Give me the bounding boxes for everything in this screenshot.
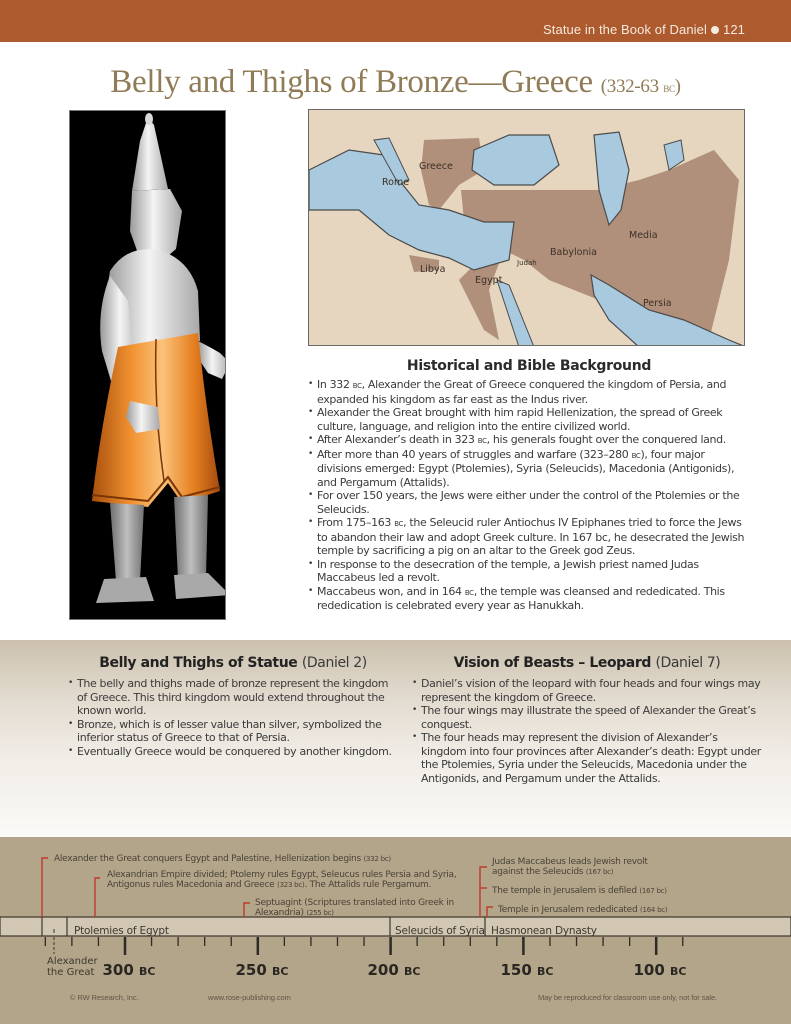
alexander-the-great-label: Alexander the Great <box>47 956 98 978</box>
map-label-media: Media <box>629 230 658 241</box>
timeline-event: Septuagint (Scriptures translated into Greek in Alexandria) (255 bc) <box>255 898 454 918</box>
tick-label: 250 BC <box>235 961 289 979</box>
tick-label: 200 BC <box>367 961 421 979</box>
section-title: Statue in the Book of Daniel <box>543 22 707 37</box>
page-number: 121 <box>723 22 745 37</box>
page-title <box>0 64 791 101</box>
list-item: • The four heads may represent the division of Alexander’s kingdom into four provinces after Alexander’s death: Egypt under the Ptolemies, Syria under the Seleucids, Macedonia under the Antigonids, and Pergamum under the Attalids. <box>412 731 762 785</box>
bullet-dot-icon <box>711 26 719 34</box>
map-label-babylonia: Babylonia <box>550 247 597 258</box>
era-label-seleucids: Seleucids of Syria <box>395 925 485 937</box>
timeline-event: Temple in Jerusalem rededicated (164 bc) <box>498 905 668 915</box>
copyright-text: © RW Research, Inc. <box>70 993 139 1002</box>
list-item: • After more than 40 years of struggles and warfare (323–280 bc), four major divisions emerged: Egypt (Ptolemies), Syria (Seleucids), Macedonia (Antigonids), and Pergamum (Attalids). <box>308 448 750 490</box>
empire-map <box>308 109 745 346</box>
statue-section-list <box>68 677 398 758</box>
event-connector <box>95 878 100 917</box>
list-item: • In response to the desecration of the temple, a Jewish priest named Judas Maccabeus led a revolt. <box>308 558 750 585</box>
list-item: • Bronze, which is of lesser value than silver, symbolized the inferior status of Greece to that of Persia. <box>68 718 398 745</box>
timeline-event: Alexander the Great conquers Egypt and Palestine, Hellenization begins (332 bc) <box>54 854 391 864</box>
vision-section-title: Vision of Beasts – Leopard (Daniel 7) <box>453 655 721 671</box>
header-bar <box>0 0 791 42</box>
map-label-libya: Libya <box>420 264 446 275</box>
event-connector <box>487 907 493 917</box>
historical-background-list <box>308 378 750 613</box>
event-connector <box>244 903 250 917</box>
statue-section-title: Belly and Thighs of Statue (Daniel 2) <box>99 655 367 671</box>
vision-section <box>412 655 762 785</box>
event-connector <box>42 858 48 917</box>
statue-figure-icon <box>70 111 226 620</box>
era-label-ptolemies: Ptolemies of Egypt <box>74 925 169 937</box>
tick-label: 150 BC <box>500 961 554 979</box>
historical-background-section <box>308 358 750 613</box>
map-label-egypt: Egypt <box>475 275 503 286</box>
title-dates: (332-63 bc) <box>600 76 681 97</box>
running-header <box>543 22 745 37</box>
list-item: • The belly and thighs made of bronze represent the kingdom of Greece. This third kingdom would extend throughout the known world. <box>68 677 398 718</box>
website-link[interactable]: www.rose-publishing.com <box>208 993 291 1002</box>
list-item: • Eventually Greece would be conquered by another kingdom. <box>68 745 398 759</box>
map-label-judah: Judah <box>517 259 537 267</box>
map-label-rome: Rome <box>382 177 410 188</box>
map-graphic <box>309 110 745 346</box>
timeline-event: Alexandrian Empire divided; Ptolemy rules Egypt, Seleucus rules Persia and Syria, Antigonus rules Macedonia and Greece (323 bc). The Attalids rule Pergamum. <box>107 870 457 890</box>
statue-illustration <box>69 110 226 620</box>
event-connector <box>480 867 487 917</box>
tick-label: 100 BC <box>633 961 687 979</box>
timeline-event: The temple in Jerusalem is defiled (167 bc) <box>492 886 667 896</box>
statue-section <box>68 655 398 758</box>
tick-label: 300 BC <box>102 961 156 979</box>
vision-section-list <box>412 677 762 785</box>
title-main: Belly and Thighs of Bronze—Greece <box>110 64 593 100</box>
map-label-persia: Persia <box>643 298 672 309</box>
era-label-hasmonean: Hasmonean Dynasty <box>491 925 597 937</box>
list-item: • The four wings may illustrate the speed of Alexander the Great’s conquest. <box>412 704 762 731</box>
timeline-event: Judas Maccabeus leads Jewish revolt against the Seleucids (167 bc) <box>492 857 648 877</box>
list-item: • Daniel’s vision of the leopard with four heads and four wings may represent the kingdom of Greece. <box>412 677 762 704</box>
list-item: • After Alexander’s death in 323 bc, his generals fought over the conquered land. <box>308 433 750 448</box>
historical-background-title: Historical and Bible Background <box>406 358 652 374</box>
list-item: • For over 150 years, the Jews were either under the control of the Ptolemies or the Seleucids. <box>308 489 750 516</box>
list-item: • In 332 bc, Alexander the Great of Greece conquered the kingdom of Persia, and expanded his kingdom as far east as the Indus river. <box>308 378 750 406</box>
reproduction-notice: May be reproduced for classroom use only, not for sale. <box>538 993 718 1002</box>
list-item: • Maccabeus won, and in 164 bc, the temple was cleansed and rededicated. This rededication is celebrated every year as Hanukkah. <box>308 585 750 613</box>
list-item: • From 175–163 bc, the Seleucid ruler Antiochus IV Epiphanes tried to force the Jews to abandon their law and adopt Greek culture. In 167 bc, he desecrated the Jewish temple by sacrificing a pig on an altar to the Greek god Zeus. <box>308 516 750 558</box>
map-label-greece: Greece <box>419 161 453 172</box>
list-item: • Alexander the Great brought with him rapid Hellenization, the spread of Greek culture, language, and religion into the entire civilized world. <box>308 406 750 433</box>
